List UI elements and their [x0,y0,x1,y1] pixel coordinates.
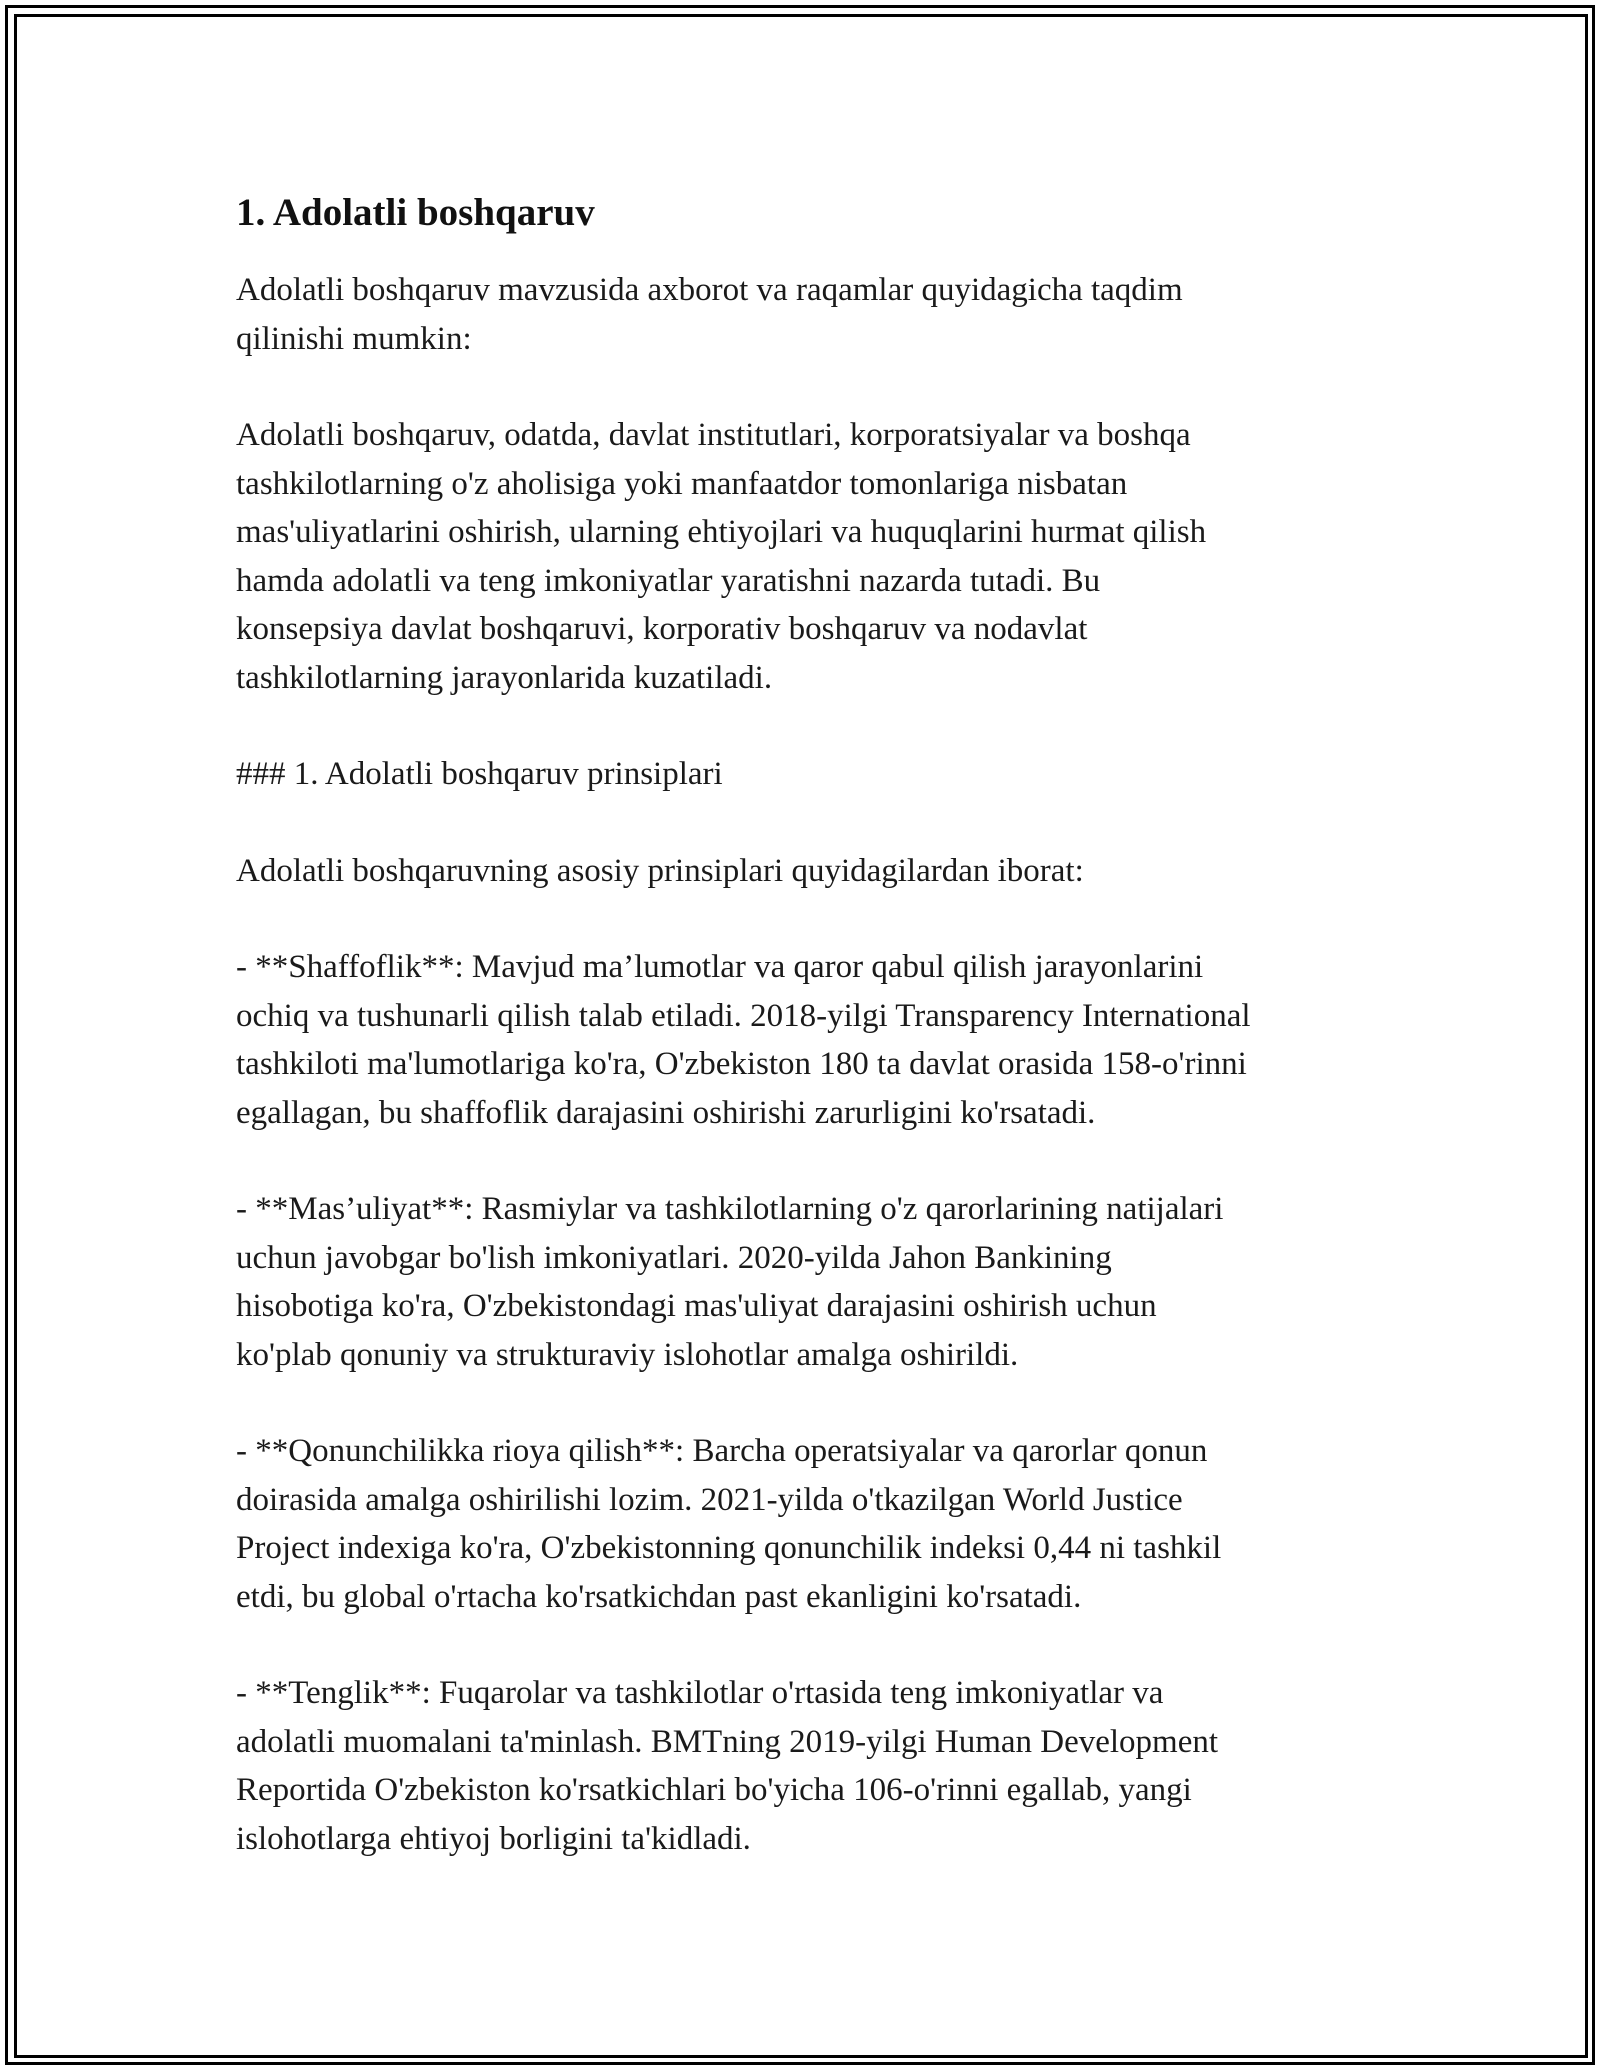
document-body [236,188,1376,1911]
definition-paragraph: Adolatli boshqaruv, odatda, davlat institutlari, korporatsiyalar va boshqa tashkilotlarning o'z aholisiga yoki manfaatdor tomonlariga nisbatan mas'uliyatlarini oshirish, ularning ehtiyojlari va huquqlarini hurmat qilish hamda adolatli va teng imkoniyatlar yaratishni nazarda tutadi. Bu konsepsiya davlat boshqaruvi, korporativ boshqaruv va nodavlat tashkilotlarning jarayonlarida kuzatiladi. [236,417,1207,696]
principles-intro: Adolatli boshqaruvning asosiy prinsiplari quyidagilardan iborat: [236,852,1084,889]
list-item-equality: - **Tenglik**: Fuqarolar va tashkilotlar o'rtasida teng imkoniyatlar va adolatli muomalani ta'minlash. BMTning 2019-yilgi Human Development Reportida O'zbekiston ko'rsatkichlari bo'yicha 106-o'rinni egallab, yangi islohotlarga ehtiyoj borligini ta'kidladi. [236,1675,1219,1857]
list-item-rule-of-law: - **Qonunchilikka rioya qilish**: Barcha operatsiyalar va qarorlar qonun doirasida amalga oshirilishi lozim. 2021-yilda o'tkazilgan World Justice Project indexiga ko'ra, O'zbekistonning qonunchilik indeksi 0,44 ni tashkil etdi, bu global o'rtacha ko'rsatkichdan past ekanligini ko'rsatadi. [236,1433,1222,1615]
list-item-accountability: - **Mas’uliyat**: Rasmiylar va tashkilotlarning o'z qarorlarining natijalari uchun javobgar bo'lish imkoniyatlari. 2020-yilda Jahon Bankining hisobotiga ko'ra, O'zbekistondagi mas'uliyat darajasini oshirish uchun ko'plab qonuniy va strukturaviy islohotlar amalga oshirildi. [236,1191,1224,1373]
list-item-transparency: - **Shaffoflik**: Mavjud ma’lumotlar va qaror qabul qilish jarayonlarini ochiq va tushunarli qilish talab etiladi. 2018-yilgi Transparency International tashkiloti ma'lumotlariga ko'ra, O'zbekiston 180 ta davlat orasida 158-o'rinni egallagan, bu shaffoflik darajasini oshirishi zarurligini ko'rsatadi. [236,949,1251,1131]
intro-paragraph: Adolatli boshqaruv mavzusida axborot va raqamlar quyidagicha taqdim qilinishi mumkin: [236,272,1183,357]
subsection-heading: ### 1. Adolatli boshqaruv prinsiplari [236,756,723,792]
document-title: 1. Adolatli boshqaruv [236,191,595,234]
